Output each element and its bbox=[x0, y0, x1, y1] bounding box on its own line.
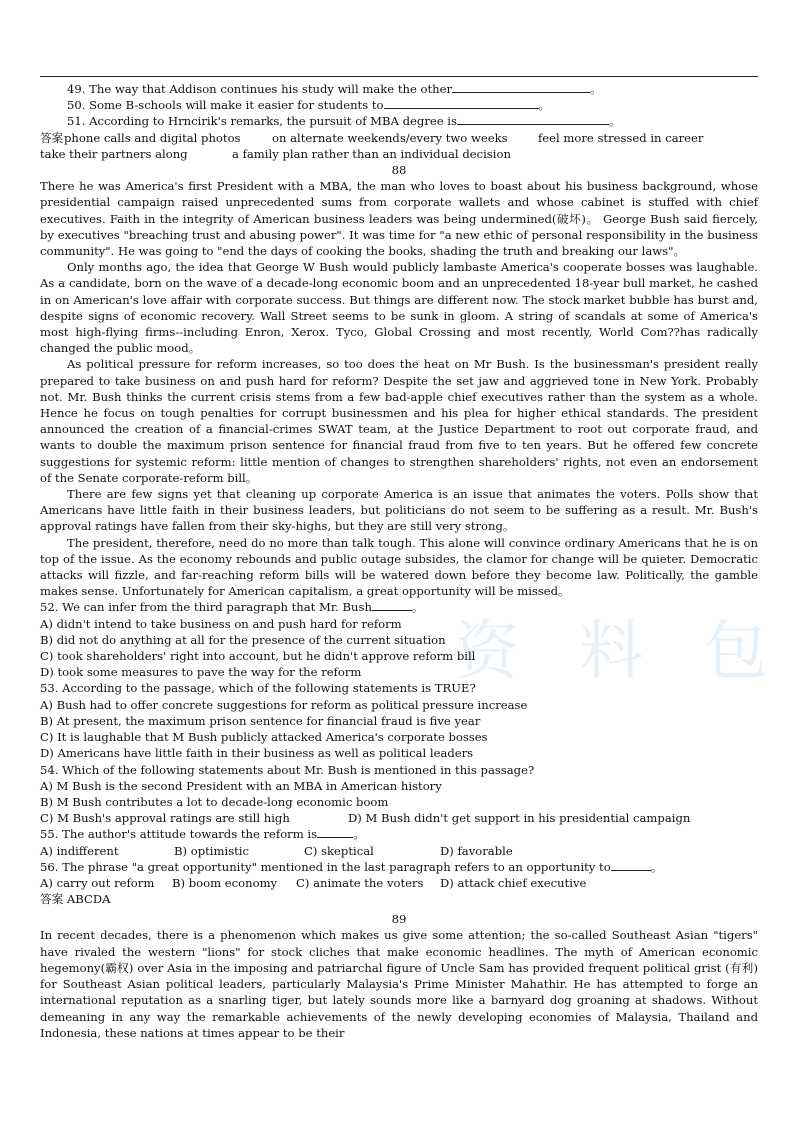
q55-option-d: D) favorable bbox=[440, 843, 513, 858]
question-50: 50. Some B-schools will make it easier for students to 。 bbox=[67, 98, 551, 113]
q54-option-d: D) M Bush didn't get support in his presidential campaign bbox=[348, 811, 691, 826]
answer-row-2 bbox=[40, 146, 758, 162]
q55-options bbox=[40, 843, 758, 859]
q55-option-c: C) skeptical bbox=[304, 843, 374, 858]
q54-option-c: C) M Bush's approval ratings are still high bbox=[40, 811, 290, 826]
question-55: 55. The author's attitude towards the reform is 。 bbox=[40, 827, 365, 842]
q53-option-b: B) At present, the maximum prison sentence for financial fraud is five year bbox=[40, 713, 481, 728]
answer-51: feel more stressed in career bbox=[538, 130, 704, 145]
q52-option-a: A) didn't intend to take business on and push hard for reform bbox=[40, 616, 402, 631]
question-52: 52. We can infer from the third paragraph that Mr. Bush 。 bbox=[40, 600, 424, 615]
answer-49: phone calls and digital photos bbox=[64, 130, 241, 145]
question-54: 54. Which of the following statements about Mr. Bush is mentioned in this passage? bbox=[40, 762, 535, 777]
q55-option-b: B) optimistic bbox=[174, 843, 250, 858]
paragraph-1: There he was America's first President with a MBA, the man who loves to boast about his business background, whose presidential campaign raised unprecedented sums from corporate wallets and whose cabinet is stuffed with chief executives. Faith in the integrity of American business leaders was being undermined(破坏)。 George Bush said fiercely, by executives "breaching trust and abusing power". It was time for "a new ethic of personal responsibility in the business community". He was going to "end the days of cooking the books, shading the truth and breaking our laws"。 bbox=[40, 179, 758, 258]
q54-options-cd bbox=[40, 810, 758, 826]
q56-option-d: D) attack chief executive bbox=[440, 875, 587, 890]
top-rule bbox=[40, 76, 758, 77]
q52-option-b: B) did not do anything at all for the presence of the current situation bbox=[40, 632, 446, 647]
watermark: 资 料 包 bbox=[455, 615, 788, 689]
question-49: 49. The way that Addison continues his study will make the other 。 bbox=[67, 82, 602, 96]
question-53: 53. According to the passage, which of the following statements is TRUE? bbox=[40, 681, 476, 696]
q54-option-a: A) M Bush is the second President with an MBA in American history bbox=[40, 778, 442, 793]
section-number-88: 88 bbox=[391, 162, 407, 177]
answer-52: take their partners along bbox=[40, 146, 188, 161]
answer-row-1 bbox=[40, 130, 758, 146]
paragraph-4: There are few signs yet that cleaning up corporate America is an issue that animates the voters. Polls show that Americans have little faith in their business leaders, but politicians do not seem to be suffering as a result. Mr. Bush's approval ratings have fallen from their sky-highs, but they are still very strong。 bbox=[40, 487, 758, 534]
q53-option-a: A) Bush had to offer concrete suggestions for reform as political pressure increase bbox=[40, 697, 528, 712]
question-51: 51. According to Hrncirik's remarks, the pursuit of MBA degree is 。 bbox=[67, 114, 621, 129]
paragraph-5: The president, therefore, need do no more than talk tough. This alone will convince ordinary Americans that he is on top of the issue. As the economy rebounds and public outage subsides, the clamor for change will be quieter. Democratic attacks will fizzle, and far-reaching reform bills will be watered down before they become law. Politically, the gamble makes sense. Unfortunately for American capitalism, a great opportunity will be missed。 bbox=[40, 535, 758, 599]
paragraph-89: In recent decades, there is a phenomenon which makes us give some attention; the so-called Southeast Asian "tigers" have rivaled the western "lions" for stock cliches that make economic headlines. The myth of American economic hegemony(霸权) over Asia in the imposing and patriarchal figure of Uncle Sam has provided frequent political grist (有利) for Southeast Asian political leaders, particularly Malaysia's Prime Minister Mahathir. He has attempted to forge an international reputation as a snarling tiger, but lately sounds more like a barnyard dog groaning at shadows. Without demeaning in any way the remarkable achievements of the newly developing economies of Malaysia, Thailand and Indonesia, these nations at times appear to be their bbox=[40, 928, 758, 1040]
q53-option-c: C) It is laughable that M Bush publicly attacked America's corporate bosses bbox=[40, 730, 488, 745]
section-number-89: 89 bbox=[391, 912, 407, 927]
question-56: 56. The phrase "a great opportunity" mentioned in the last paragraph refers to an opportunity to 。 bbox=[40, 859, 663, 874]
q54-option-b: B) M Bush contributes a lot to decade-long economic boom bbox=[40, 794, 389, 809]
q56-options bbox=[40, 875, 758, 891]
answer-key: 答案 ABCDA bbox=[40, 892, 111, 907]
q52-option-d: D) took some measures to pave the way for the reform bbox=[40, 665, 362, 680]
answer-53: a family plan rather than an individual decision bbox=[232, 146, 511, 161]
q52-option-c: C) took shareholders' right into account, but he didn't approve reform bill bbox=[40, 649, 476, 664]
paragraph-2: Only months ago, the idea that George W Bush would publicly lambaste America's cooperate bosses was laughable. As a candidate, born on the wave of a decade-long economic boom and an unprecedented 18-year bull market, he cashed in on American's love affair with corporate success. But things are different now. The stock market bubble has burst and, despite signs of economic recovery. Wall Street seems to be sunk in gloom. A string of scandals at some of America's most high-flying firms--including Enron, Xerox. Tyco, Global Crossing and most recently, World Com??has radically changed the public mood。 bbox=[40, 260, 758, 356]
q56-option-b: B) boom economy bbox=[172, 875, 278, 890]
q55-option-a: A) indifferent bbox=[40, 843, 119, 858]
q56-option-a: A) carry out reform bbox=[40, 875, 155, 890]
q53-option-d: D) Americans have little faith in their business as well as political leaders bbox=[40, 746, 474, 761]
document-page bbox=[40, 76, 758, 1041]
paragraph-3: As political pressure for reform increases, so too does the heat on Mr Bush. Is the businessman's president really prepared to take business on and push hard for reform? Despite the set jaw and aggrieved tone in New York. Probably not. Mr. Bush thinks the current crisis stems from a few bad-apple chief executives rather than the system as a whole. Hence he focus on tough penalties for corrupt businessmen and his plea for higher ethical standards. The president announced the creation of a financial-crimes SWAT team, at the Justice Department to root out corporate fraud, and wants to double the maximum prison sentence for financial fraud from five to ten years. But he offered few concrete suggestions for systemic reform: little mention of changes to strengthen shareholders' rights, not even an endorsement of the Senate corporate-reform bill。 bbox=[40, 357, 758, 485]
q56-option-c: C) animate the voters bbox=[296, 875, 424, 890]
answer-50: on alternate weekends/every two weeks bbox=[272, 130, 508, 145]
answer-label: 答案 bbox=[40, 130, 64, 145]
